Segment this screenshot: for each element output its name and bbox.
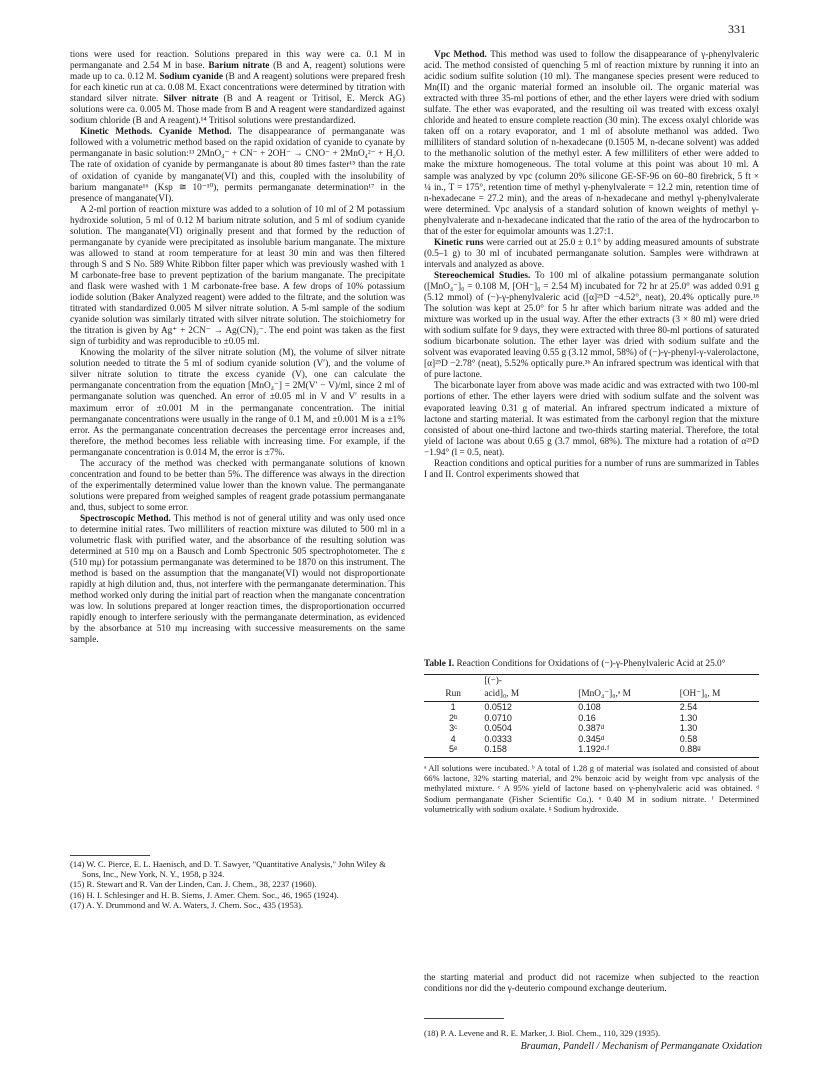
paragraph-reagents: tions were used for reaction. Solutions prepared in this way were ca. 0.1 M in permanganate and 2.54 M in base. Barium nitrate (B and A, reagent) solutions were made up to ca. 0.12 M. Sodium cyanide (B and A reagent) solutions were prepared fresh for each kinetic run at ca. 0.08 M. Exact concentrations were determined by titration with standard silver nitrate. Silver nitrate (B and A reagent or Tritisol, E. Merck AG) solutions were ca. 0.005 M. Those made from B and A reagent were standardized against sodium chloride (B and A reagent).¹⁴ Tritisol solutions were prestandardized. [70,50,406,127]
footnote-rule [70,855,150,856]
page-number: 331 [728,22,746,36]
table-caption: Table I. Reaction Conditions for Oxidations of (−)-γ-Phenylvaleric Acid at 25.0° [424,659,726,669]
table-row: 5ᵉ 0.158 1.192ᵈ·ᶠ 0.88ᵍ [424,744,759,757]
paragraph-calculation: Knowing the molarity of the silver nitrate solution (M), the volume of silver nitrate solution needed to titrate the 5 ml of sodium cyanide solution (V′), and the volume of silver nitrate solution to titrate the excess cyanide (V), one can calculate the permanganate concentration from the equation [MnO₄⁻] = 2M(V′ − V)/ml, since 2 ml of permanganate solution was quenched. An error of ±0.05 ml in V and V′ results in a maximum error of ±0.001 M in the permanganate concentration. The initial permanganate concentrations were usually in the range of 0.1 M, and ±0.001 M is a ±1% error. As the permanganate concentration decreases the percentage error increases and, therefore, the method becomes less reliable with increasing time. For example, if the permanganate concentration is 0.014 M, the error is ±7%. [70,348,405,458]
paragraph-bicarbonate: The bicarbonate layer from above was made acidic and was extracted with two 100-ml portions of ether. The ether layers were dried with sodium sulfate and the solvent was evaporated leaving 0.31 g of material. An infrared spectrum indicated a mixture of lactone and starting material. It was estimated from the carbonyl region that the mixture consisted of about one-third lactone and two-thirds starting material. Therefore, the total yield of lactone was about 0.65 g (3.7 mmol, 68%). The mixture had a rotation of α²⁵D −1.94° (l = 0.5, neat). [424,381,759,458]
paragraph-summary: Reaction conditions and optical purities for a number of runs are summarized in Tables I and II. Control experiments showed that [424,458,759,480]
paragraph-stereochemical: Stereochemical Studies. To 100 ml of alkaline potassium permanganate solution ([MnO₄⁻]₀ = 0.108 M, [OH⁻]₀ = 2.54 M) incubated for 72 hr at 25.0° was added 0.91 g (5.12 mmol) of (−)-γ-phenylvaleric acid ([α]²⁵D −4.52°, neat), 20.4% optically pure.¹⁸ The solution was kept at 25.0° for 5 hr after which barium nitrate was added and the mixture was worked up in the usual way. After the ether extracts (3 × 80 ml) were dried with sodium sulfate for 9 days, they were extracted with three 80-ml portions of saturated sodium bicarbonate solution. The ether layer was dried with sodium sulfate and the solvent was evaporated leaving 0.55 g (3.12 mmol, 58%) of (−)-γ-phenyl-γ-valerolactone, [α]²⁵D −2.78° (neat), 5.52% optically pure.³ᵇ An infrared spectrum was identical with that of pure lactone. [424,270,759,381]
left-column [70,50,405,647]
paragraph-kinetic-runs: Kinetic runs were carried out at 25.0 ± 0.1° by adding measured amounts of substrate (0.5–1 g) to 30 ml of incubated permanganate solution. Samples were withdrawn at intervals and analyzed as above. [424,237,760,270]
table-row: 3ᶜ 0.0504 0.387ᵈ 1.30 [449,723,698,734]
paragraph-spectroscopic: Spectroscopic Method. This method is not of general utility and was only used once to determine initial rates. Two milliliters of reaction mixture was diluted to 500 ml in a volumetric flask with purified water, and the absorbance of the resulting solution was determined at 510 mμ on a Bausch and Lomb Spectronic 505 spectrophotometer. The ε (510 mμ) for potassium permanganate was determined to be 1870 on this instrument. The method is based on the assumption that the manganate(VI) would not disproportionate rapidly at high dilution and, thus, not interfere with the permanganate determination. This method worked only during the initial part of reaction when the manganate concentration was low. In solutions prepared at longer reaction times, the disproportionation occurred rapidly enough to interfere seriously with the permanganate determination, as evidenced by the absorbance at 510 mμ increasing with successive measurements on the same sample. [70,513,405,646]
paragraph-procedure: A 2-ml portion of reaction mixture was added to a solution of 10 ml of 2 M potassium hydroxide solution, 5 ml of 0.12 M barium nitrate solution, and 5 ml of sodium cyanide solution. The manganate(VI) originally present and that formed by the reduction of permanganate by cyanide were precipitated as insoluble barium manganate. The mixture was allowed to stand at room temperature for at least 30 min and was then filtered through S and S No. 589 White Ribbon filter paper which was previously washed with 1 M carbonate-free base to prevent peptization of the barium manganate. The precipitate and flask were washed with 1 M carbonate-free base. A few drops of 10% potassium iodide solution (Baker Analyzed reagent) were added to the filtrate, and the solution was titrated with standardized 0.005 M silver nitrate solution. A 5-ml sample of the sodium cyanide solution was similarly titrated with silver nitrate solution. The stoichiometry for the titration is given by Ag⁺ + 2CN⁻ → Ag(CN)₂⁻. The end point was taken as the first sign of turbidity and was reproducible to ±0.05 ml. [70,204,405,348]
reference-16: (16) H. I. Schlesinger and H. B. Siems, J. Amer. Chem. Soc., 46, 1965 (1924). [70,889,339,900]
header-run: Run [424,688,482,702]
footnote-rule [424,1018,504,1019]
reference-15: (15) R. Stewart and R. Van der Linden, Can. J. Chem., 38, 2237 (1960). [70,879,317,890]
paragraph-vpc-method: Vpc Method. This method was used to follow the disappearance of γ-phenylvaleric acid. The method consisted of quenching 5 ml of reaction mixture by running it into an acidic sodium sulfite solution (10 ml). The manganese species present were reduced to Mn(II) and the organic material formed an insoluble oil. The organic material was extracted with three 35-ml portions of ether, and the ether layers were dried with sodium sulfate. The ether was evaporated, and the resulting oil was treated with excess oxalyl chloride and heated to ensure complete reaction (30 min). The excess oxalyl chloride was taken off on a rotary evaporator, and 1 ml of absolute methanol was added. Two milliliters of standard solution of n-hexadecane (0.1505 M, n-decane solvent) was added to the methanolic solution of the methyl ester. A few milliliters of ether were added to make the mixture homogeneous. The total volume at this point was about 10 ml. A sample was analyzed by vpc (column 20% silicone GE-SF-96 on 60–80 firebrick, 5 ft × ¼ in., T = 175°, retention time of methyl γ-phenylvalerate = 12.2 min, retention time of n-hexadecane = 27.2 min), and the areas of n-hexadecane and methyl γ-phenylvalerate were determined. Vpc analysis of a standard solution of known weights of methyl γ-phenylvalerate and n-hexadecane indicated that the ratio of the area of the hydrocarbon to that of the ester for equimolar amounts was 1.27:1. [424,50,759,237]
header-oh: [OH⁻]₀, M [678,688,759,702]
running-footer: Brauman, Pandell / Mechanism of Permanganate Oxidation [520,1041,762,1052]
header-acid-line1: [(−)- [482,675,576,689]
table-row: 1 0.0512 0.108 2.54 [450,702,698,712]
table-footnotes: ᵃ All solutions were incubated. ᵇ A total of 1.28 g of material was isolated and consisted of about 66% lactone, 32% starting material, and 2% benzoic acid by weight from vpc analysis of the methylated mixture. ᶜ A 95% yield of lactone based on γ-phenylvaleric acid was obtained. ᵈ Sodium permanganate (Fisher Scientific Co.). ᵉ 0.40 M in sodium nitrate. ᶠ Determined volumetrically with sodium oxalate. ᵍ Sodium hydroxide. [424,762,759,814]
table-1 [424,659,759,822]
table-row: 4 0.0333 0.345ᵈ 0.58 [450,733,698,744]
table-row: 2ᵇ 0.0710 0.16 1.30 [448,712,698,723]
conditions-table [424,674,759,758]
reference-18: (18) P. A. Levene and R. E. Marker, J. Biol. Chem., 110, 329 (1935). [424,1027,661,1038]
header-mno4: [MnO₄⁻]₀,ᵃ M [576,688,678,702]
right-column [424,50,759,481]
paragraph-accuracy: The accuracy of the method was checked with permanganate solutions of known concentration and found to be better than 5%. The difference was always in the direction of the experimentally determined value lower than the known value. The permanganate solutions were prepared from weighed samples of reagent grade potassium permanganate and, thus, subject to some error. [70,458,405,513]
reference-14: (14) W. C. Pierce, E. L. Haenisch, and D. T. Sawyer, "Quantitative Analysis," John Wiley & Sons, Inc., New York, N. Y., 1958, p 324. [70,859,386,880]
references-left [70,855,405,910]
paragraph-kinetic-methods: Kinetic Methods. Cyanide Method. The disappearance of permanganate was followed with a volumetric method based on the rapid oxidation of cyanide to cyanate by permanganate in basic solution:¹³ 2MnO₄⁻ + CN⁻ + 2OH⁻ → CNO⁻ + 2MnO₄²⁻ + H₂O. The rate of oxidation of cyanide by permanganate is about 80 times faster¹⁵ than the rate of oxidation of cyanide by manganate(VI) and this, coupled with the insolubility of barium manganate¹⁶ (Ksp ≅ 10⁻¹⁰), permits permanganate determination¹⁷ in the presence of manganate(VI). [70,127,405,204]
right-column-tail [424,973,759,995]
reference-17: (17) A. Y. Drummond and W. A. Waters, J. Chem. Soc., 435 (1953). [70,899,304,910]
paragraph-racemization: the starting material and product did not racemize when subjected to the reaction conditions nor did the γ-deuterio compound exchange deuterium. [424,973,759,995]
header-acid-line2: acid]₀, M [482,688,576,702]
